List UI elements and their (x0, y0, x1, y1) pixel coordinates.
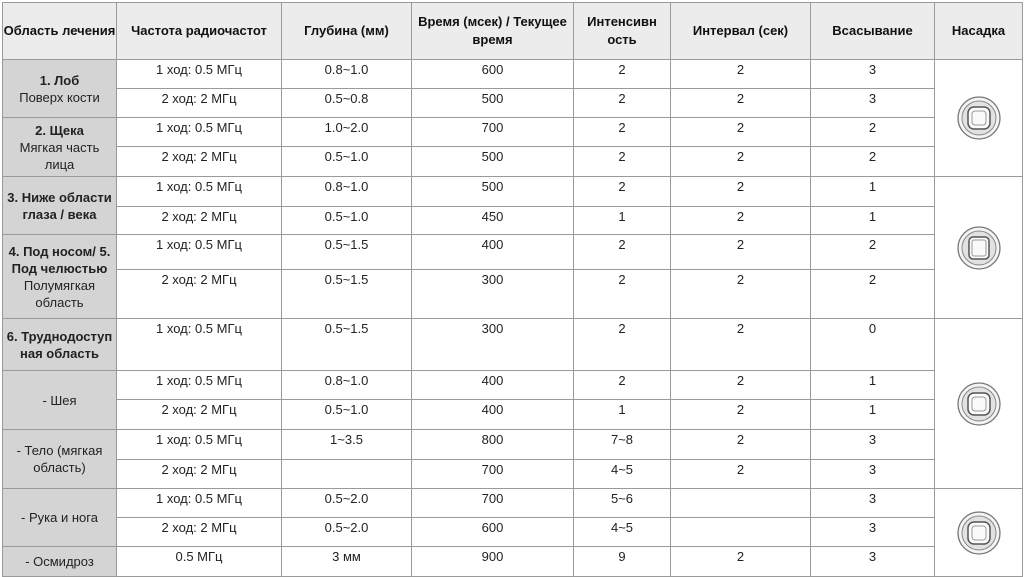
table-row (3, 60, 1023, 89)
cell-interval: 2 (671, 319, 811, 371)
table-row (3, 460, 1023, 489)
cell-interval: 2 (671, 207, 811, 235)
cell-time: 600 (412, 60, 574, 89)
treatment-parameters-table (2, 2, 1023, 577)
cell-freq: 1 ход: 0.5 МГц (117, 60, 282, 89)
cell-intensity: 7~8 (574, 430, 671, 460)
cell-freq: 1 ход: 0.5 МГц (117, 489, 282, 518)
cell-depth: 0.8~1.0 (282, 371, 412, 400)
treatment-area-neck (3, 371, 117, 430)
treatment-area-cheek (3, 118, 117, 177)
cell-intensity: 2 (574, 270, 671, 319)
table-row (3, 319, 1023, 371)
cell-freq: 1 ход: 0.5 МГц (117, 177, 282, 207)
cell-depth: 3 мм (282, 547, 412, 577)
cell-interval: 2 (671, 60, 811, 89)
cell-suction: 1 (811, 400, 935, 430)
cell-intensity: 2 (574, 177, 671, 207)
cell-interval: 2 (671, 177, 811, 207)
cell-intensity: 2 (574, 89, 671, 118)
cell-intensity: 1 (574, 207, 671, 235)
table-row (3, 207, 1023, 235)
cell-suction: 3 (811, 60, 935, 89)
cell-time: 450 (412, 207, 574, 235)
table-row (3, 147, 1023, 177)
cell-time: 400 (412, 371, 574, 400)
treatment-area-arms-legs (3, 489, 117, 547)
cell-time: 500 (412, 89, 574, 118)
treatment-area-hard-to-reach (3, 319, 117, 371)
area-subtitle: Поверх кости (19, 89, 100, 105)
area-title: 2. Щека (35, 122, 84, 138)
area-subtitle: - Тело (мягкая область) (16, 443, 103, 475)
cell-depth: 0.8~1.0 (282, 60, 412, 89)
cell-suction: 2 (811, 235, 935, 270)
cell-freq: 2 ход: 2 МГц (117, 400, 282, 430)
table-row (3, 118, 1023, 147)
header-area: Область лечения (3, 3, 117, 60)
header-intensity: Интенсивн ость (574, 3, 671, 60)
cell-time: 600 (412, 518, 574, 547)
cell-depth: 0.5~1.5 (282, 319, 412, 371)
cell-interval: 2 (671, 118, 811, 147)
round-electrode-tip-icon (956, 381, 1002, 427)
cell-time: 400 (412, 400, 574, 430)
cell-interval: 2 (671, 430, 811, 460)
cell-suction: 3 (811, 489, 935, 518)
cell-depth: 0.5~0.8 (282, 89, 412, 118)
cell-intensity: 5~6 (574, 489, 671, 518)
cell-time: 800 (412, 430, 574, 460)
cell-suction: 1 (811, 177, 935, 207)
table-row (3, 430, 1023, 460)
cell-interval (671, 489, 811, 518)
table-row (3, 489, 1023, 518)
cell-freq: 2 ход: 2 МГц (117, 207, 282, 235)
treatment-area-forehead (3, 60, 117, 118)
cell-freq: 1 ход: 0.5 МГц (117, 319, 282, 371)
cell-depth: 0.8~1.0 (282, 177, 412, 207)
cell-interval: 2 (671, 235, 811, 270)
cell-freq: 1 ход: 0.5 МГц (117, 371, 282, 400)
treatment-area-osmidrosis (3, 547, 117, 577)
area-subtitle: - Шея (42, 392, 77, 408)
area-subtitle: - Рука и нога (21, 510, 98, 525)
table-row (3, 400, 1023, 430)
round-electrode-tip-icon (956, 510, 1002, 556)
cell-freq: 2 ход: 2 МГц (117, 518, 282, 547)
cell-depth: 0.5~1.5 (282, 270, 412, 319)
area-subtitle: Полумягкая область (23, 277, 96, 310)
cell-intensity: 4~5 (574, 460, 671, 489)
table-row (3, 518, 1023, 547)
cell-suction: 3 (811, 518, 935, 547)
table-row (3, 270, 1023, 319)
cell-interval: 2 (671, 547, 811, 577)
tip-cell (935, 177, 1023, 319)
table-row (3, 235, 1023, 270)
cell-time: 500 (412, 177, 574, 207)
cell-interval: 2 (671, 371, 811, 400)
cell-intensity: 2 (574, 235, 671, 270)
round-electrode-tip-icon (956, 95, 1002, 141)
tip-cell (935, 60, 1023, 177)
cell-freq: 2 ход: 2 МГц (117, 147, 282, 177)
cell-freq: 2 ход: 2 МГц (117, 89, 282, 118)
cell-suction: 3 (811, 547, 935, 577)
cell-intensity: 1 (574, 400, 671, 430)
cell-time: 500 (412, 147, 574, 177)
cell-intensity: 2 (574, 60, 671, 89)
area-subtitle: - Осмидроз (25, 554, 94, 569)
area-title: 6. Труднодоступ ная область (6, 328, 113, 361)
area-title: 1. Лоб (39, 72, 80, 88)
cell-depth: 0.5~1.0 (282, 207, 412, 235)
cell-interval: 2 (671, 89, 811, 118)
cell-suction: 3 (811, 460, 935, 489)
cell-time: 300 (412, 270, 574, 319)
cell-time: 300 (412, 319, 574, 371)
cell-freq: 2 ход: 2 МГц (117, 460, 282, 489)
header-depth: Глубина (мм) (282, 3, 412, 60)
cell-time: 700 (412, 489, 574, 518)
cell-interval: 2 (671, 270, 811, 319)
cell-intensity: 2 (574, 118, 671, 147)
header-time: Время (мсек) / Текущее время (412, 3, 574, 60)
cell-time: 700 (412, 118, 574, 147)
cell-freq: 1 ход: 0.5 МГц (117, 118, 282, 147)
treatment-area-under-nose (3, 235, 117, 319)
cell-time: 900 (412, 547, 574, 577)
cell-suction: 1 (811, 371, 935, 400)
cell-suction: 1 (811, 207, 935, 235)
header-interval: Интервал (сек) (671, 3, 811, 60)
cell-suction: 3 (811, 89, 935, 118)
cell-suction: 2 (811, 270, 935, 319)
area-title: 4. Под носом/ 5. Под челюстью (8, 243, 111, 276)
cell-freq: 1 ход: 0.5 МГц (117, 430, 282, 460)
cell-freq: 0.5 МГц (117, 547, 282, 577)
area-subtitle: Мягкая часть лица (19, 139, 100, 172)
header-suction: Всасывание (811, 3, 935, 60)
cell-suction: 2 (811, 118, 935, 147)
cell-intensity: 4~5 (574, 518, 671, 547)
cell-interval: 2 (671, 400, 811, 430)
cell-depth: 1.0~2.0 (282, 118, 412, 147)
cell-freq: 2 ход: 2 МГц (117, 270, 282, 319)
cell-suction: 2 (811, 147, 935, 177)
cell-depth: 0.5~2.0 (282, 518, 412, 547)
cell-interval (671, 518, 811, 547)
cell-interval: 2 (671, 460, 811, 489)
cell-depth: 0.5~2.0 (282, 489, 412, 518)
header-row (3, 3, 1023, 60)
tip-cell (935, 489, 1023, 577)
cell-depth: 1~3.5 (282, 430, 412, 460)
cell-time: 700 (412, 460, 574, 489)
cell-freq: 1 ход: 0.5 МГц (117, 235, 282, 270)
cell-suction: 0 (811, 319, 935, 371)
cell-depth: 0.5~1.0 (282, 147, 412, 177)
treatment-area-under-eye (3, 177, 117, 235)
table-row (3, 371, 1023, 400)
square-electrode-tip-icon (956, 225, 1002, 271)
tip-cell (935, 319, 1023, 489)
cell-intensity: 9 (574, 547, 671, 577)
area-title: 3. Ниже области глаза / века (7, 189, 112, 222)
cell-depth (282, 460, 412, 489)
cell-suction: 3 (811, 430, 935, 460)
table-row (3, 547, 1023, 577)
treatment-area-body (3, 430, 117, 489)
cell-interval: 2 (671, 147, 811, 177)
header-frequency: Частота радиочастот (117, 3, 282, 60)
cell-depth: 0.5~1.0 (282, 400, 412, 430)
cell-intensity: 2 (574, 147, 671, 177)
cell-intensity: 2 (574, 319, 671, 371)
cell-time: 400 (412, 235, 574, 270)
header-tip: Насадка (935, 3, 1023, 60)
cell-intensity: 2 (574, 371, 671, 400)
table-row (3, 89, 1023, 118)
table-row (3, 177, 1023, 207)
cell-depth: 0.5~1.5 (282, 235, 412, 270)
